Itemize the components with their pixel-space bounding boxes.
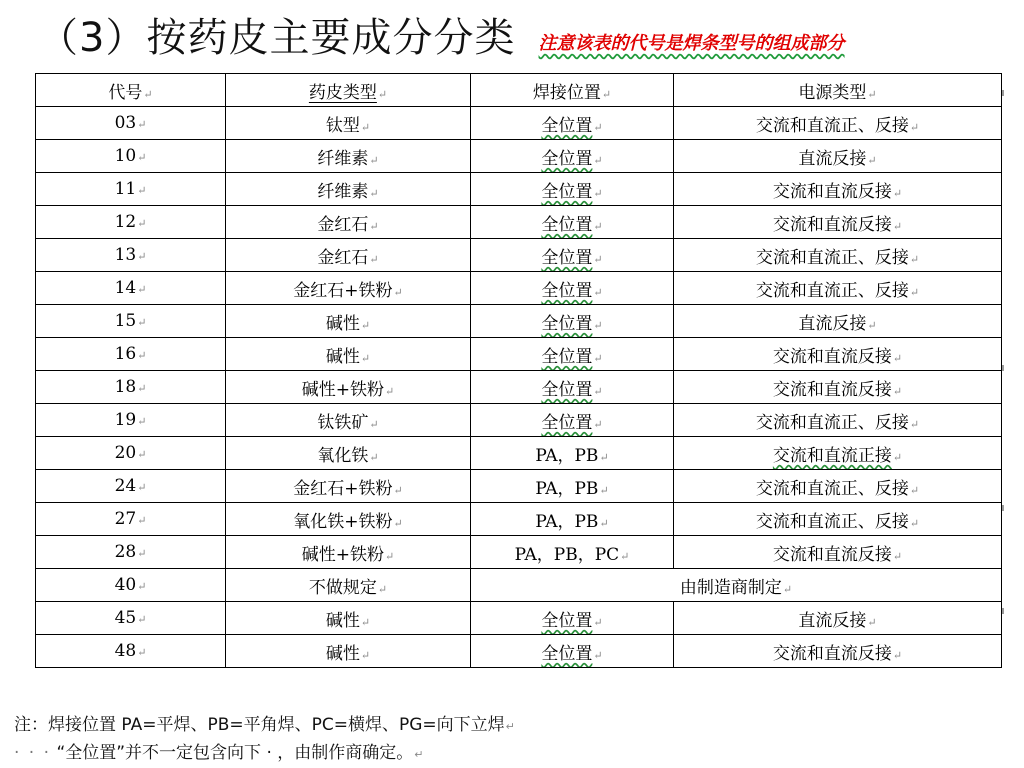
cell-position: 全位置↵ — [471, 206, 674, 239]
cell-power: 直流反接↵ — [674, 305, 1002, 338]
cell-position: 全位置↵ — [471, 305, 674, 338]
cell-code: 03↵ — [36, 107, 226, 140]
cell-power: 直流反接↵ — [674, 602, 1002, 635]
cell-coating: 碱性↵ — [226, 602, 471, 635]
cell-position: 全位置↵ — [471, 602, 674, 635]
column-header-code: 代号↵ — [36, 74, 226, 107]
cell-code: 24↵ — [36, 470, 226, 503]
table-row — [36, 206, 1002, 239]
cell-coating: 不做规定↵ — [226, 569, 471, 602]
cell-coating: 纤维素↵ — [226, 140, 471, 173]
column-header-position: 焊接位置↵ — [471, 74, 674, 107]
cell-position: 全位置↵ — [471, 272, 674, 305]
table-row — [36, 503, 1002, 536]
cell-power: 交流和直流反接↵ — [674, 206, 1002, 239]
table-row — [36, 404, 1002, 437]
cell-power: 交流和直流反接↵ — [674, 536, 1002, 569]
cell-power: 交流和直流正、反接↵ — [674, 503, 1002, 536]
cell-coating: 钛型↵ — [226, 107, 471, 140]
cell-position: 全位置↵ — [471, 371, 674, 404]
cell-position: 全位置↵ — [471, 404, 674, 437]
table-row — [36, 569, 1002, 602]
cell-position: 全位置↵ — [471, 239, 674, 272]
cell-power: 交流和直流正、反接↵ — [674, 239, 1002, 272]
cell-position: 全位置↵ — [471, 338, 674, 371]
column-header-coating: 药皮类型↵ — [226, 74, 471, 107]
cell-code: 11↵ — [36, 173, 226, 206]
cell-code: 27↵ — [36, 503, 226, 536]
footnote-line-1: 注：焊接位置 PA=平焊、PB=平角焊、PC=横焊、PG=向下立焊↵ — [14, 715, 515, 735]
edge-mark — [1002, 365, 1004, 371]
edge-mark — [1002, 505, 1004, 511]
cell-position: PA，PB↵ — [471, 470, 674, 503]
table-row — [36, 107, 1002, 140]
cell-coating: 氧化铁↵ — [226, 437, 471, 470]
cell-position: 全位置↵ — [471, 140, 674, 173]
cell-power: 交流和直流反接↵ — [674, 173, 1002, 206]
table-row — [36, 437, 1002, 470]
edge-mark — [1002, 608, 1004, 614]
cell-coating: 金红石↵ — [226, 206, 471, 239]
cell-coating: 碱性↵ — [226, 338, 471, 371]
cell-power: 交流和直流正接↵ — [674, 437, 1002, 470]
cell-coating: 钛铁矿↵ — [226, 404, 471, 437]
cell-position: 全位置↵ — [471, 173, 674, 206]
table-row — [36, 239, 1002, 272]
cell-coating: 金红石+铁粉↵ — [226, 470, 471, 503]
cell-code: 48↵ — [36, 635, 226, 668]
cell-coating: 金红石+铁粉↵ — [226, 272, 471, 305]
footnotes — [14, 712, 515, 768]
cell-coating: 碱性+铁粉↵ — [226, 536, 471, 569]
table-row — [36, 602, 1002, 635]
cell-code: 16↵ — [36, 338, 226, 371]
cell-code: 12↵ — [36, 206, 226, 239]
cell-power: 交流和直流正、反接↵ — [674, 470, 1002, 503]
table-row — [36, 173, 1002, 206]
cell-coating: 碱性↵ — [226, 635, 471, 668]
cell-power: 交流和直流反接↵ — [674, 338, 1002, 371]
title-row — [38, 8, 845, 68]
cell-power: 交流和直流正、反接↵ — [674, 404, 1002, 437]
cell-code: 15↵ — [36, 305, 226, 338]
cell-code: 10↵ — [36, 140, 226, 173]
table-row — [36, 536, 1002, 569]
cell-position: PA，PB↵ — [471, 437, 674, 470]
cell-code: 45↵ — [36, 602, 226, 635]
cell-power: 交流和直流反接↵ — [674, 635, 1002, 668]
cell-power: 交流和直流反接↵ — [674, 371, 1002, 404]
cell-code: 28↵ — [36, 536, 226, 569]
edge-mark — [1002, 90, 1004, 96]
table-row — [36, 371, 1002, 404]
cell-position: PA，PB，PC↵ — [471, 536, 674, 569]
cell-power: 交流和直流正、反接↵ — [674, 272, 1002, 305]
cell-coating: 氧化铁+铁粉↵ — [226, 503, 471, 536]
cell-code: 14↵ — [36, 272, 226, 305]
cell-code: 13↵ — [36, 239, 226, 272]
red-note: 注意该表的代号是焊条型号的组成部分 — [538, 33, 845, 54]
cell-code: 19↵ — [36, 404, 226, 437]
cell-position: 全位置↵ — [471, 107, 674, 140]
footnote-line-2: · · · “全位置”并不一定包含向下 · ，由制作商确定。↵ — [14, 743, 424, 763]
table-body — [36, 107, 1002, 668]
table-row — [36, 305, 1002, 338]
cell-coating: 碱性+铁粉↵ — [226, 371, 471, 404]
cell-coating: 纤维素↵ — [226, 173, 471, 206]
cell-coating: 碱性↵ — [226, 305, 471, 338]
column-header-power: 电源类型↵ — [674, 74, 1002, 107]
table-header-row — [36, 74, 1002, 107]
cell-power: 交流和直流正、反接↵ — [674, 107, 1002, 140]
table-row — [36, 470, 1002, 503]
cell-coating: 金红石↵ — [226, 239, 471, 272]
table-row — [36, 338, 1002, 371]
cell-code: 20↵ — [36, 437, 226, 470]
cell-code: 40↵ — [36, 569, 226, 602]
cell-merged-note: 由制造商制定↵ — [471, 569, 1002, 602]
page-title: （3）按药皮主要成分分类 — [38, 15, 516, 61]
cell-power: 直流反接↵ — [674, 140, 1002, 173]
table-row — [36, 140, 1002, 173]
table-row — [36, 272, 1002, 305]
cell-position: 全位置↵ — [471, 635, 674, 668]
cell-code: 18↵ — [36, 371, 226, 404]
table-row — [36, 635, 1002, 668]
cell-position: PA，PB↵ — [471, 503, 674, 536]
electrode-coating-table — [35, 73, 1002, 668]
